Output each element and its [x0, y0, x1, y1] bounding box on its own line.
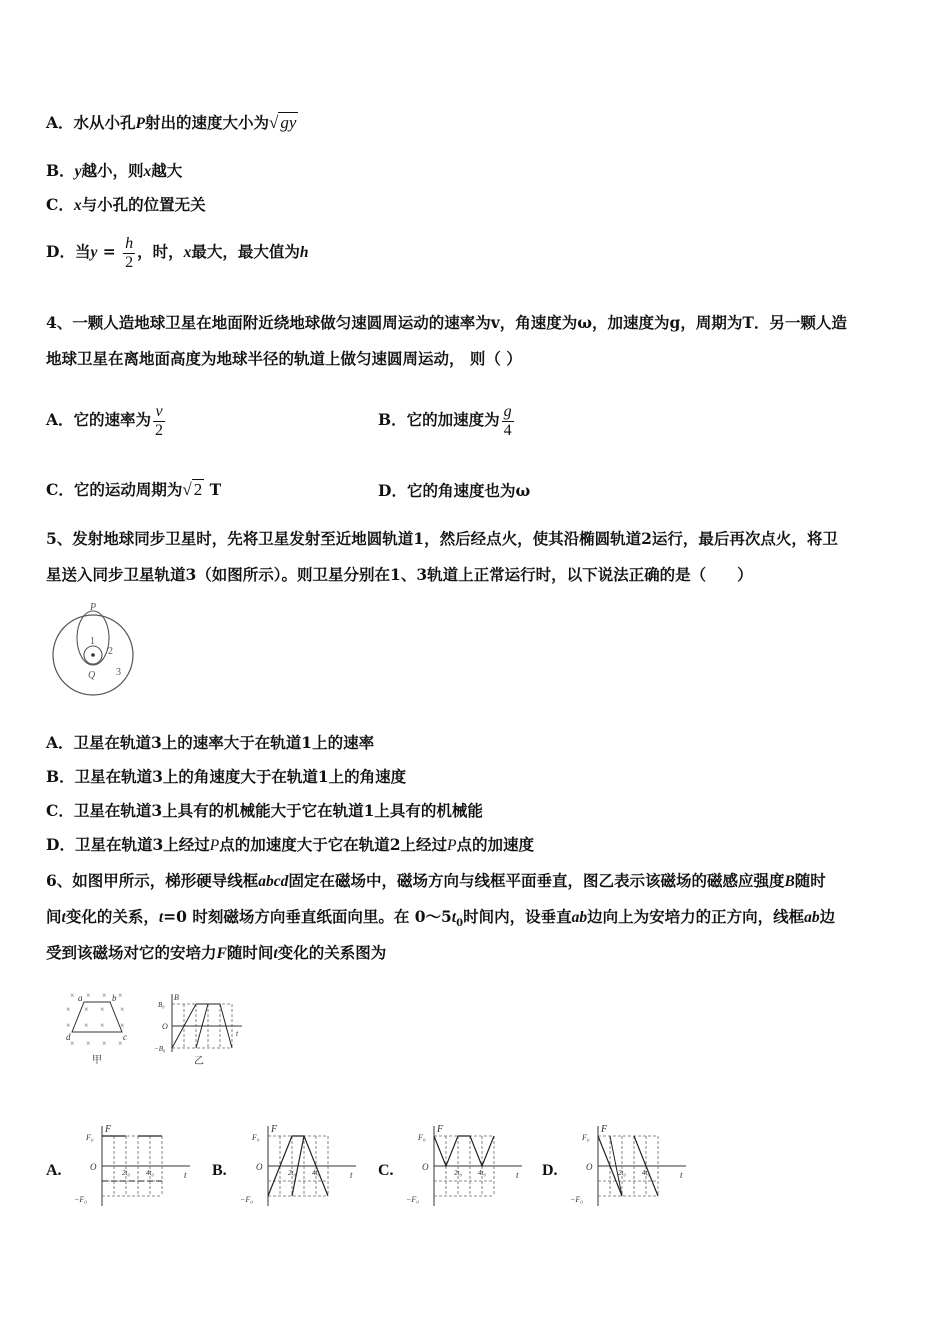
label-4t0: 4t₀: [312, 1169, 320, 1177]
q4-c-text: C．它的运动周期为: [46, 480, 183, 499]
svg-text:×: ×: [120, 1021, 125, 1030]
svg-text:×: ×: [100, 1021, 105, 1030]
ft-graph: [238, 1120, 362, 1212]
label-neg-f0: −F₀: [240, 1195, 254, 1204]
q3-d-text: D．当: [46, 242, 91, 261]
frac-den: 4: [503, 421, 512, 439]
svg-text:×: ×: [66, 1005, 71, 1014]
label-c: c: [123, 1032, 127, 1042]
q4-stem-line2: 地球卫星在离地面高度为地球半径的轨道上做匀速圆周运动， 则（ ）: [46, 349, 522, 368]
answer-option-4[interactable]: [542, 1120, 692, 1212]
label-q: Q: [88, 670, 96, 681]
earth-dot: [91, 653, 95, 657]
q6-text: 变化的关系图为: [277, 943, 387, 962]
q6-var-t: t: [158, 909, 164, 926]
q5-stem-line2: 星送入同步卫星轨道3（如图所示）。则卫星分别在1、3轨道上正常运行时，以下说法正确的是（ ）: [46, 565, 753, 584]
q6-text: 时间内，设垂直: [463, 907, 572, 926]
label-t: t: [184, 1170, 187, 1180]
label-neg-f0: −F₀: [406, 1195, 420, 1204]
q5-stem-line1: 5、发射地球同步卫星时，先将卫星发射至近地圆轨道1，然后经点火，使其沿椭圆轨道2运行，最后再次点火，将卫: [46, 529, 838, 548]
q6-var-ab: ab: [804, 909, 820, 926]
q6-sub-0: 0: [456, 918, 464, 930]
q6-stem-line2: [46, 906, 835, 935]
svg-text:×: ×: [84, 1005, 89, 1014]
q3-b-text2: 越大: [151, 161, 183, 180]
fraction-h-2: [123, 235, 135, 272]
q3-a-text: A．水从小孔: [46, 113, 136, 132]
label-2t0: 2t₀: [288, 1169, 296, 1177]
sqrt-radicand: 2: [193, 480, 203, 499]
q3-d-var-h: h: [299, 244, 309, 261]
svg-text:×: ×: [70, 991, 75, 1000]
answer-letter[interactable]: A.: [46, 1162, 62, 1179]
q5-option-a: A．卫星在轨道3上的速率大于在轨道1上的速率: [46, 733, 375, 752]
q6-var-ab: ab: [571, 909, 588, 926]
frac-den: 2: [155, 421, 164, 439]
q3-d-text2: ，时，: [137, 242, 184, 261]
q5-d-text3: 点的加速度: [456, 835, 534, 854]
q6-text: 变化的关系，: [65, 907, 159, 926]
q3-d-eq: =: [97, 242, 122, 261]
label-o: O: [90, 1162, 97, 1172]
q3-c-var-x: x: [73, 197, 82, 214]
q5-option-b: B．卫星在轨道3上的角速度大于在轨道1上的角速度: [46, 767, 407, 786]
label-neg-f0: −F₀: [74, 1195, 88, 1204]
fraction-v-2: [153, 403, 165, 440]
label-4t0: 4t₀: [642, 1169, 650, 1177]
fraction-g-4: [502, 403, 514, 440]
svg-text:×: ×: [70, 1039, 75, 1048]
q4-option-a: [46, 392, 167, 448]
label-f: F: [601, 1124, 608, 1135]
label-neg-f0: −F₀: [570, 1195, 584, 1204]
svg-text:×: ×: [66, 1021, 71, 1030]
q6-var-abcd: abcd: [258, 873, 289, 890]
q6-text: 固定在磁场中，磁场方向与线框平面垂直，图乙表示该磁场的磁感应强度: [288, 871, 785, 890]
label-t: t: [680, 1170, 683, 1180]
q4-option-d: D．它的角速度也为ω: [378, 481, 531, 500]
label-o: O: [256, 1162, 263, 1172]
label-o: O: [586, 1162, 593, 1172]
q3-option-b: [46, 160, 182, 183]
label-3: 3: [116, 667, 121, 678]
svg-text:×: ×: [86, 991, 91, 1000]
svg-text:×: ×: [118, 991, 123, 1000]
svg-text:×: ×: [86, 1039, 91, 1048]
label-o: O: [422, 1162, 429, 1172]
label-neg-b0: −B₀: [154, 1045, 166, 1053]
q6-stem-line3: [46, 942, 386, 965]
label-2: 2: [108, 646, 113, 657]
caption-jia: 甲: [92, 1055, 102, 1066]
answer-letter[interactable]: B.: [212, 1162, 227, 1179]
caption-yi: 乙: [194, 1056, 204, 1067]
q5-option-c: C．卫星在轨道3上具有的机械能大于它在轨道1上具有的机械能: [46, 801, 483, 820]
q4-option-b: [378, 392, 516, 448]
label-t: t: [516, 1170, 519, 1180]
q3-b-var-y: y: [74, 163, 82, 180]
label-b: B: [174, 993, 179, 1002]
q6-var-b: B: [784, 873, 795, 890]
svg-text:×: ×: [84, 1021, 89, 1030]
sqrt-expression: √ gy: [269, 113, 297, 132]
label-4t0: 4t₀: [478, 1169, 486, 1177]
orbit-diagram: [50, 600, 150, 700]
q6-text: 6、如图甲所示，梯形硬导线框: [46, 871, 259, 890]
q6-stem-line1: [46, 870, 826, 893]
q6-var-f: F: [216, 945, 227, 962]
figure-jia-trapezoid: [64, 988, 134, 1068]
q3-c-letter: C．: [46, 195, 74, 214]
svg-text:×: ×: [102, 991, 107, 1000]
frac-num: g: [503, 402, 512, 420]
q3-a-text2: 射出的速度大小为: [145, 113, 270, 132]
q6-text: 受到该磁场对它的安培力: [46, 943, 217, 962]
label-t: t: [236, 1029, 239, 1038]
q6-text: 边: [819, 907, 836, 926]
label-f0: F₀: [582, 1133, 590, 1142]
label-f0: F₀: [252, 1133, 260, 1142]
q3-b-text: 越小，则: [81, 161, 144, 180]
q5-d-text2: 点的加速度大于它在轨道2上经过: [219, 835, 447, 854]
label-f0: F₀: [418, 1133, 426, 1142]
ft-graph: [404, 1120, 528, 1212]
trapezoid-frame: [72, 1002, 122, 1032]
q3-option-a: [46, 112, 298, 135]
q3-a-var-p: P: [135, 115, 145, 132]
label-a: a: [78, 993, 83, 1003]
svg-text:×: ×: [100, 1005, 105, 1014]
answer-option-2[interactable]: [212, 1120, 362, 1212]
label-1: 1: [90, 636, 95, 647]
ft-graph: [568, 1120, 692, 1212]
svg-text:×: ×: [118, 1039, 123, 1048]
q3-b-var-x: x: [143, 163, 152, 180]
q5-d-p1: P: [209, 837, 220, 854]
sqrt-radicand: gy: [280, 113, 297, 132]
q4-option-c: [46, 474, 221, 506]
label-f: F: [271, 1124, 278, 1135]
answer-option-1[interactable]: [46, 1120, 196, 1212]
q3-option-c: [46, 194, 206, 217]
sqrt-expression: √ 2: [182, 480, 203, 499]
answer-letter[interactable]: D.: [542, 1162, 558, 1179]
q3-b-letter: B．: [46, 161, 75, 180]
q6-text: 随时: [794, 871, 826, 890]
frac-den: 2: [125, 253, 134, 271]
q4-b-text: B．它的加速度为: [378, 410, 500, 429]
label-b0: B₀: [158, 1001, 165, 1009]
label-2t0: 2t₀: [454, 1169, 462, 1177]
q6-text: 随时间: [226, 943, 274, 962]
q5-d-text: D．卫星在轨道3上经过: [46, 835, 210, 854]
answer-option-3[interactable]: [378, 1120, 528, 1212]
label-2t0: 2t₀: [618, 1169, 626, 1177]
q6-text: 边向上为安培力的正方向，线框: [587, 907, 805, 926]
f-curve: [434, 1136, 494, 1166]
label-t: t: [350, 1170, 353, 1180]
label-4t0: 4t₀: [146, 1169, 154, 1177]
q3-option-d: [46, 234, 309, 272]
ft-graph: [72, 1120, 196, 1212]
frac-num: v: [153, 403, 165, 422]
label-f: F: [105, 1124, 112, 1135]
q3-c-text: 与小孔的位置无关: [81, 195, 206, 214]
q6-var-t: t: [61, 909, 66, 926]
label-d: d: [66, 1032, 71, 1042]
q4-stem-line1: 4、一颗人造地球卫星在地面附近绕地球做匀速圆周运动的速率为v，角速度为ω，加速度为g，周期为T．另一颗人造: [46, 313, 847, 332]
q6-text: 间: [46, 907, 62, 926]
q4-c-suffix: T: [209, 480, 222, 499]
q3-d-var-y: y: [90, 244, 98, 261]
figure-yi-bt-graph: [154, 990, 250, 1068]
answer-letter[interactable]: C.: [378, 1162, 394, 1179]
q5-option-d: [46, 834, 534, 857]
label-f: F: [437, 1124, 444, 1135]
q4-a-text: A．它的速率为: [46, 410, 152, 429]
svg-text:×: ×: [120, 1005, 125, 1014]
frac-num: h: [125, 234, 134, 252]
q3-d-text3: 最大，最大值为: [191, 242, 300, 261]
label-f0: F₀: [86, 1133, 94, 1142]
q6-text: =0 时刻磁场方向垂直纸面向里。在 0～5: [163, 907, 452, 926]
q6-var-t: t: [273, 945, 278, 962]
label-b: b: [112, 993, 117, 1003]
q6-var-t: t: [451, 909, 457, 926]
svg-text:×: ×: [102, 1039, 107, 1048]
q5-d-p2: P: [447, 837, 457, 854]
q3-d-var-x: x: [183, 244, 192, 261]
label-2t0: 2t₀: [122, 1169, 130, 1177]
label-p: P: [90, 602, 97, 613]
label-o: O: [162, 1022, 168, 1031]
